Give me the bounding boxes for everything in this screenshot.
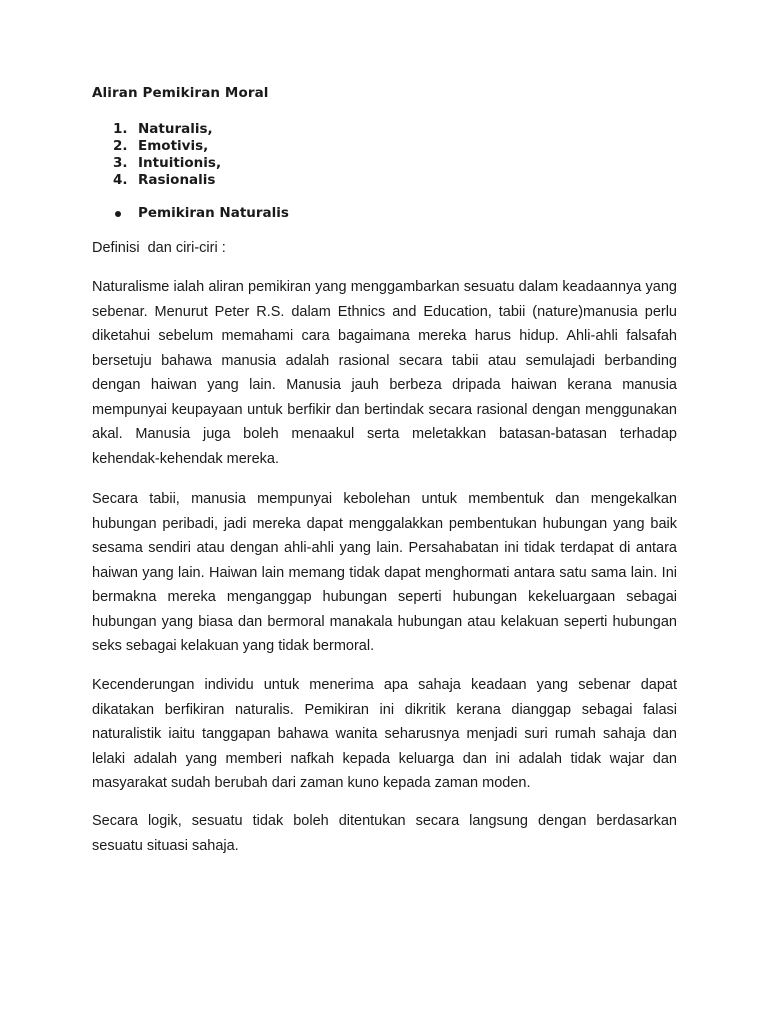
list-item (92, 155, 221, 172)
numbered-list (92, 121, 221, 189)
list-item (92, 138, 221, 155)
list-item-number: 3. (113, 155, 128, 171)
body-paragraph: Secara tabii, manusia mempunyai kebolehan untuk membentuk dan mengekalkan hubungan peribadi, jadi mereka dapat menggalakkan pembentukan hubungan yang baik sesama sendiri atau dengan ahli-ahli yang lain. Persahabatan ini tidak terdapat di antara haiwan yang lain. Haiwan lain memang tidak dapat menghormati antara satu sama lain. Ini bermakna mereka menganggap hubungan seperti hubungan kekeluargaan sebagai hubungan yang biasa dan bermoral manakala hubungan atau kelakuan seperti hubungan seks sebagai kelakuan yang tidak bermoral. (92, 491, 677, 654)
list-item-number: 4. (113, 172, 128, 188)
list-item-text: Emotivis, (138, 138, 209, 154)
list-item-text: Rasionalis (138, 172, 216, 188)
list-item-number: 1. (113, 121, 128, 137)
document-heading: Aliran Pemikiran Moral (92, 85, 269, 101)
list-item-text: Naturalis, (138, 121, 213, 137)
definition-label: Definisi dan ciri-ciri : (92, 240, 226, 256)
bullet-item-text: Pemikiran Naturalis (138, 205, 289, 221)
list-item-text: Intuitionis, (138, 155, 222, 171)
list-item (92, 172, 221, 189)
body-paragraph: Naturalisme ialah aliran pemikiran yang menggambarkan sesuatu dalam keadaannya yang sebenar. Menurut Peter R.S. dalam Ethnics and Education, tabii (nature)manusia perlu diketahui sebelum memahami cara bagaimana mereka harus hidup. Ahli-ahli falsafah bersetuju bahawa manusia adalah rasional secara tabii atau semulajadi berbanding dengan haiwan yang lain. Manusia jauh berbeza dripada haiwan kerana manusia mempunyai keupayaan untuk berfikir dan bertindak secara rasional dengan menggunakan akal. Manusia juga boleh menaakul serta meletakkan batasan-batasan terhadap kehendak-kehendak mereka. (92, 279, 677, 467)
list-item (92, 121, 221, 138)
list-item-number: 2. (113, 138, 128, 154)
body-paragraph: Secara logik, sesuatu tidak boleh ditentukan secara langsung dengan berdasarkan sesuatu situasi sahaja. (92, 813, 677, 854)
body-paragraph: Kecenderungan individu untuk menerima apa sahaja keadaan yang sebenar dapat dikatakan berfikiran naturalis. Pemikiran ini dikritik kerana dianggap sebagai falasi naturalistik iaitu tanggapan bahawa wanita seharusnya menjadi suri rumah sahaja dan lelaki adalah yang memberi nafkah kepada keluarga dan ini adalah tidak wajar dan masyarakat sudah berubah dari zaman kuno kepada zaman moden. (92, 677, 677, 791)
bullet-dot-icon (115, 211, 121, 217)
